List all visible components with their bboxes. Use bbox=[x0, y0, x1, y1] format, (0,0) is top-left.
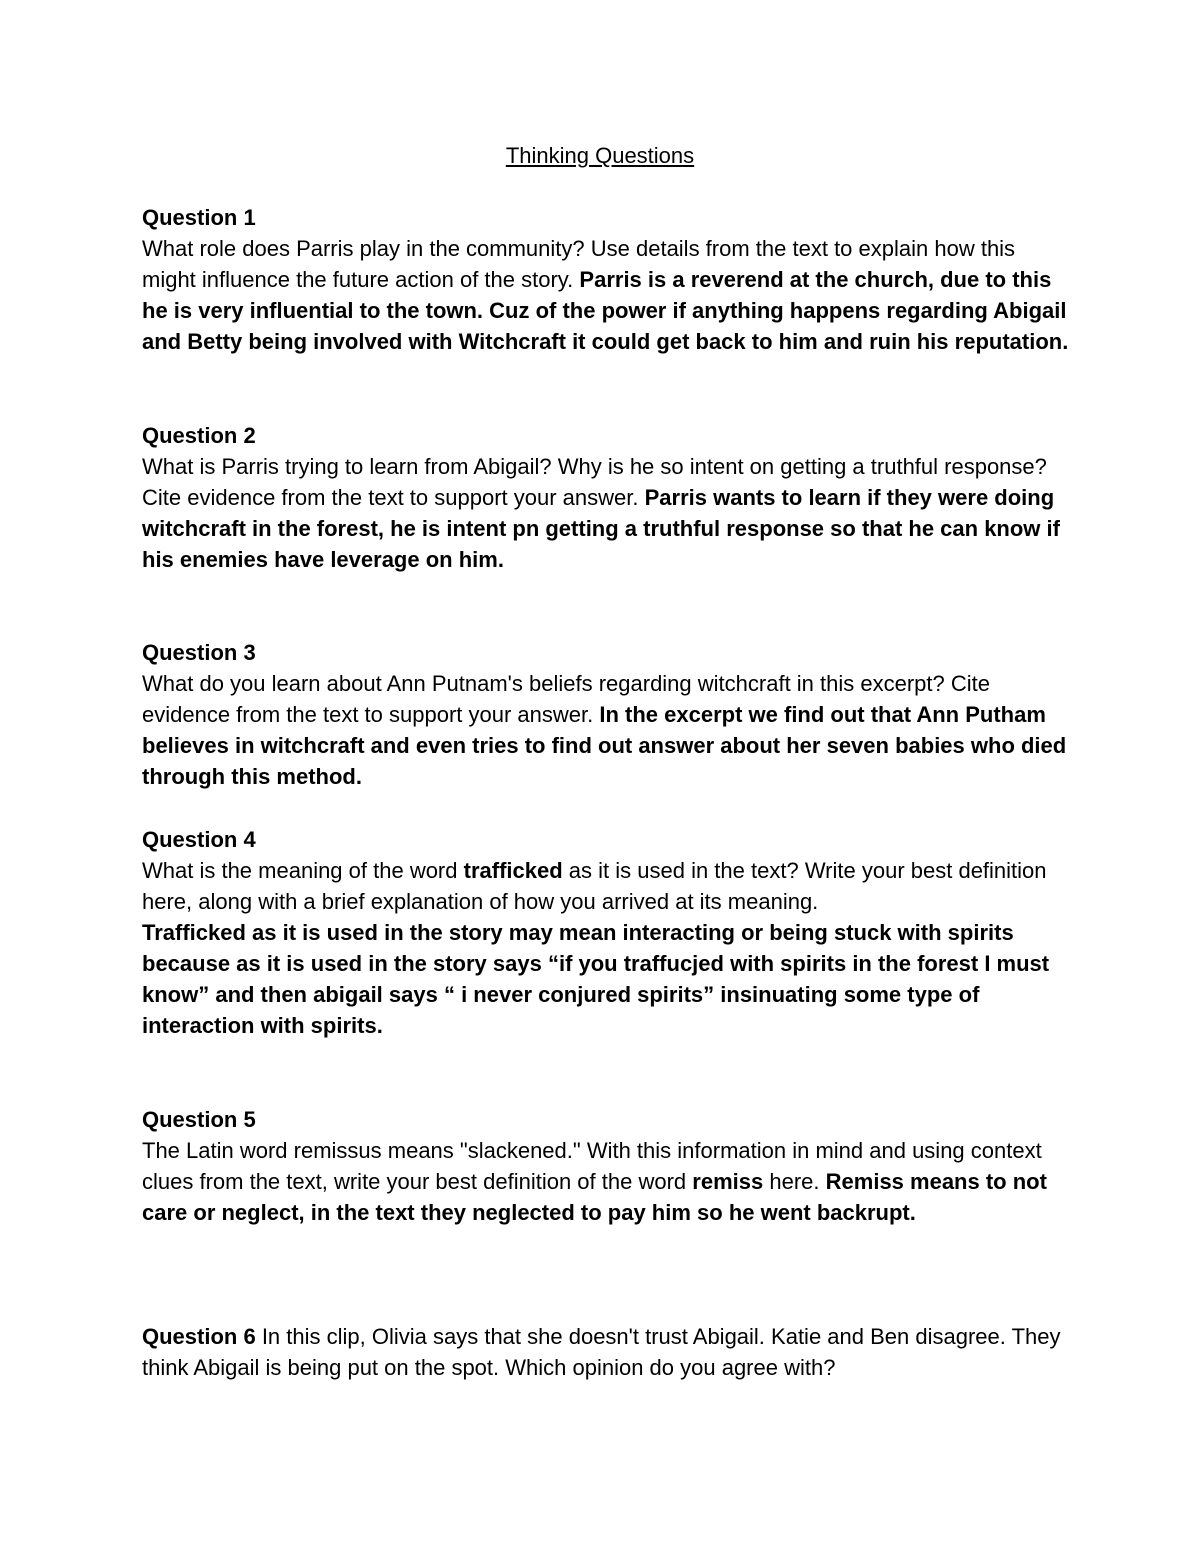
question-prompt-after: here. bbox=[769, 1169, 820, 1194]
question-prompt: In this clip, Olivia says that she doesn't trust Abigail. Katie and Ben disagree. They think Abigail is being put on the spot. Which opinion do you agree with? bbox=[142, 1324, 1061, 1380]
question-answer: Parris is a reverend at the church, due to this he is very influential to the town. Cuz of the power if anything happens regarding Abigail and Betty being involved with Witchcraft it could get back to him and ruin his reputation. bbox=[142, 267, 1069, 354]
question-label: Question 5 bbox=[142, 1107, 256, 1132]
question-3-block bbox=[142, 637, 1072, 792]
question-label: Question 4 bbox=[142, 827, 256, 852]
question-answer: Parris wants to learn if they were doing witchcraft in the forest, he is intent pn getting a truthful response so that he can know if his enemies have leverage on him. bbox=[142, 485, 1060, 572]
question-label: Question 3 bbox=[142, 640, 256, 665]
question-body bbox=[142, 1321, 1072, 1383]
question-answer: Remiss means to not care or neglect, in the text they neglected to pay him so he went backrupt. bbox=[142, 1169, 1047, 1225]
question-body bbox=[142, 855, 1072, 1041]
question-body bbox=[142, 233, 1072, 357]
question-prompt-before: The Latin word remissus means "slackened." With this information in mind and using context clues from the text, write your best definition of the word bbox=[142, 1138, 1042, 1194]
question-4-block bbox=[142, 824, 1072, 1041]
question-prompt: What is Parris trying to learn from Abigail? Why is he so intent on getting a truthful response? Cite evidence from the text to support your answer. bbox=[142, 454, 1047, 510]
question-2-block bbox=[142, 420, 1072, 575]
question-label: Question 2 bbox=[142, 423, 256, 448]
question-label: Question 1 bbox=[142, 205, 256, 230]
question-prompt-before: What is the meaning of the word bbox=[142, 858, 458, 883]
question-keyword: trafficked bbox=[463, 858, 563, 883]
question-1-block bbox=[142, 202, 1072, 357]
question-prompt-after: as it is used in the text? Write your best definition here, along with a brief explanation of how you arrived at its meaning. bbox=[142, 858, 1047, 914]
question-answer: In the excerpt we find out that Ann Putham believes in witchcraft and even tries to find out answer about her seven babies who died through this method. bbox=[142, 702, 1067, 789]
question-body bbox=[142, 1135, 1072, 1228]
document-title: Thinking Questions bbox=[505, 143, 695, 168]
question-body bbox=[142, 451, 1072, 575]
question-keyword: remiss bbox=[692, 1169, 764, 1194]
question-body bbox=[142, 668, 1072, 792]
question-prompt: What role does Parris play in the community? Use details from the text to explain how this might influence the future action of the story. bbox=[142, 236, 1016, 292]
question-answer: Trafficked as it is used in the story may mean interacting or being stuck with spirits because as it is used in the story says “if you traffucjed with spirits in the forest I must know” and then abigail says “ i never conjured spirits” insinuating some type of interaction with spirits. bbox=[142, 920, 1050, 1038]
question-prompt: What do you learn about Ann Putnam's beliefs regarding witchcraft in this excerpt? Cite evidence from the text to support your answer. bbox=[142, 671, 990, 727]
question-label: Question 6 bbox=[142, 1324, 256, 1349]
question-5-block bbox=[142, 1104, 1072, 1228]
question-6-block bbox=[142, 1321, 1072, 1383]
